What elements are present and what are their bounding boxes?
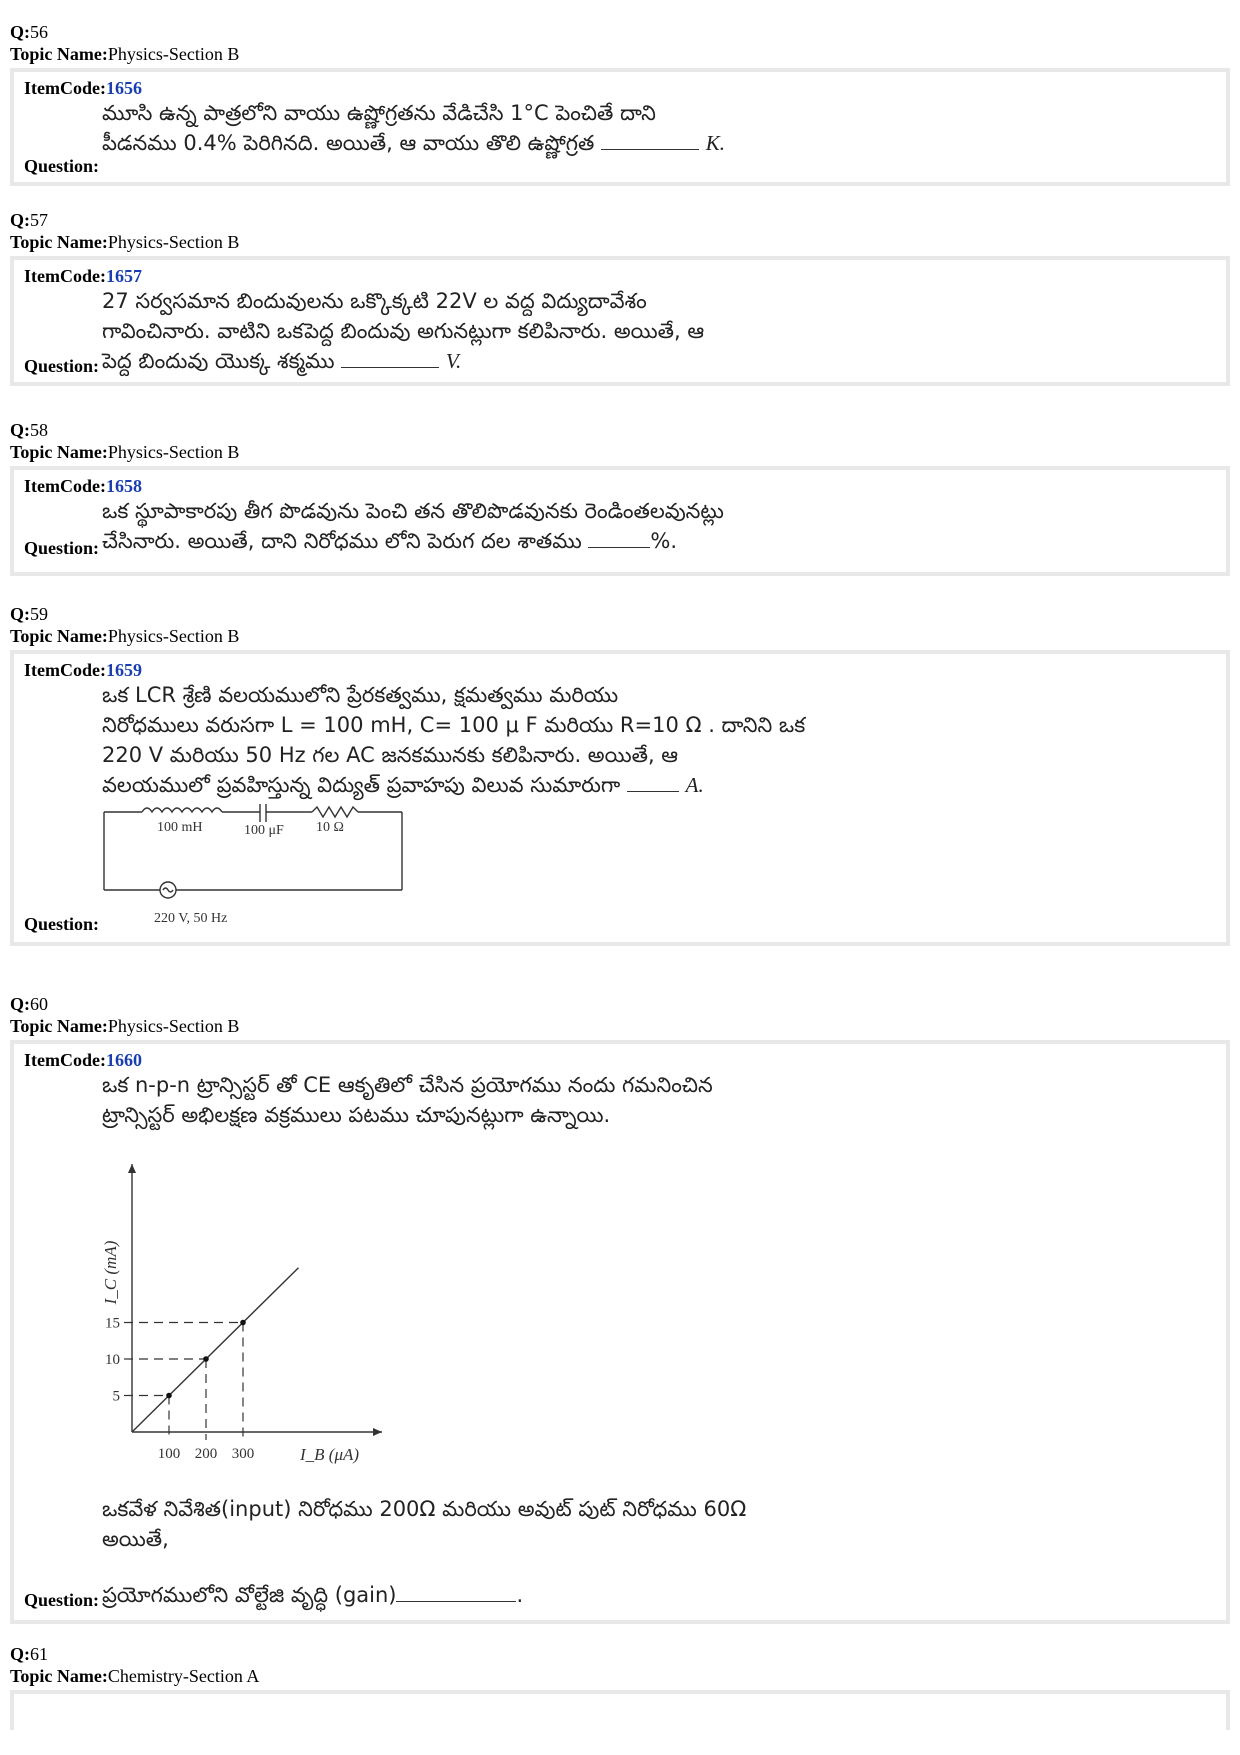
question-box (10, 1690, 1230, 1730)
question-block-58: Q:58 Topic Name:Physics-Section B ItemCode:1658 ఒక స్థూపాకారపు తీగ పొడవును పెంచి తన తొలిపొడవునకు రెండింతలవునట్లు చేసినారు. అయితే, దాని నిరోధము లోని పెరుగ దల శాతము %. Question: (10, 420, 1230, 576)
question-label: Question: (24, 156, 100, 176)
question-number: 56 (30, 22, 48, 42)
topic-name: Physics-Section B (107, 442, 240, 462)
question-number: 59 (30, 604, 48, 624)
item-code-value: 1658 (105, 476, 142, 496)
question-text: ఒక LCR శ్రేణి వలయములోని ప్రేరకత్వము, క్షమత్వము మరియు నిరోధములు వరుసగా L = 100 mH, C= 100 μ F మరియు R=10 Ω . దానిని ఒక 220 V మరియు 50 Hz గల AC జనకమునకు కలిపినారు. అయితే, ఆ వలయములో ప్రవహిస్తున్న విద్యుత్ ప్రవాహపు విలువ సుమారుగా A. (102, 683, 806, 797)
topic-name: Chemistry-Section A (107, 1666, 260, 1686)
question-text: ఒక n-p-n ట్రాన్సిస్టర్ తో CE ఆకృతిలో చేసిన ప్రయోగము నందు గమనించిన ట్రాన్సిస్టర్ అభిలక్షణ వక్రములు పటము చూపునట్లుగా ఉన్నాయి. (102, 1073, 713, 1127)
item-code: ItemCode:1659 (24, 660, 142, 680)
question-number: 57 (30, 210, 48, 230)
question-box (10, 256, 1230, 386)
question-text-after: ఒకవేళ నివేశిత(input) నిరోధము 200Ω మరియు అవుట్ పుట్ నిరోధము 60Ω అయితే, (102, 1497, 747, 1551)
question-number: 58 (30, 420, 48, 440)
inductor-label: 100 mH (157, 820, 203, 835)
question-block-61: Q:61 Topic Name:Chemistry-Section A (10, 1644, 1230, 1730)
question-label: Question: (24, 538, 100, 558)
q-label: Q: (10, 22, 30, 42)
question-box (10, 1040, 1230, 1624)
question-text: మూసి ఉన్న పాత్రలోని వాయు ఉష్ణోగ్రతను వేడిచేసి 1°C పెంచితే దాని పీడనము 0.4% పెరిగినది. అయితే, ఆ వాయు తొలి ఉష్ణోగ్రత K. (102, 101, 726, 155)
topic-name: Physics-Section B (107, 1016, 240, 1036)
inductor-coil (142, 808, 222, 812)
question-box (10, 466, 1230, 576)
y-axis-label: I_C (mA) (101, 1240, 120, 1305)
item-code-value: 1660 (105, 1050, 142, 1070)
item-code: ItemCode:1656 (24, 78, 142, 98)
data-point (166, 1393, 172, 1399)
answer-blank (341, 349, 439, 368)
item-code-value: 1656 (105, 78, 142, 98)
topic-name: Physics-Section B (107, 44, 240, 64)
transistor-characteristic-graph (94, 1154, 454, 1484)
item-code: ItemCode:1657 (24, 266, 142, 286)
question-text: ఒక స్థూపాకారపు తీగ పొడవును పెంచి తన తొలిపొడవునకు రెండింతలవునట్లు చేసినారు. అయితే, దాని నిరోధము లోని పెరుగ దల శాతము %. (102, 499, 724, 553)
resistor-zigzag (312, 807, 358, 817)
question-box (10, 68, 1230, 186)
data-point (240, 1320, 246, 1326)
x-tick-label: 200 (194, 1446, 218, 1462)
question-label: Question: (24, 914, 100, 934)
item-code-value: 1657 (105, 266, 142, 286)
topic-name: Physics-Section B (107, 626, 240, 646)
resistor-label: 10 Ω (316, 820, 344, 835)
data-point (203, 1356, 209, 1362)
characteristic-line (132, 1268, 299, 1432)
answer-blank (396, 1583, 516, 1602)
y-tick-label: 10 (105, 1352, 120, 1368)
topic-label: Topic Name: (10, 44, 108, 64)
question-number: 60 (30, 994, 48, 1014)
lcr-circuit-diagram (102, 804, 422, 934)
x-axis-label: I_B (μA) (300, 1445, 360, 1464)
question-block-59: Q:59 Topic Name:Physics-Section B ItemCode:1659 ఒక LCR శ్రేణి వలయములోని ప్రేరకత్వము, క్షమత్వము మరియు నిరోధములు వరుసగా L = 100 mH, C= 100 μ F మరియు R=10 Ω . దానిని ఒక 220 V మరియు 50 Hz గల AC జనకమునకు కలిపినారు. అయితే, ఆ వలయములో ప్రవహిస్తున్న విద్యుత్ ప్రవాహపు విలువ సుమారుగా A. 100 mH 100 μF 10 Ω 220 V, 50 Hz Question: (10, 604, 1230, 946)
question-block-57: Q:57 Topic Name:Physics-Section B ItemCode:1657 27 సర్వసమాన బిందువులను ఒక్కొక్కటి 22V ల వద్ద విద్యుదావేశం గావించినారు. వాటిని ఒకపెద్ద బిందువు అగునట్లుగా కలిపినారు. అయితే, ఆ పెద్ద బిందువు యొక్క శక్మము V. Question: (10, 210, 1230, 386)
y-tick-label: 5 (112, 1388, 120, 1405)
question-box (10, 650, 1230, 946)
question-block-56 (10, 22, 1230, 186)
question-block-60: Q:60 Topic Name:Physics-Section B ItemCode:1660 ఒక n-p-n ట్రాన్సిస్టర్ తో CE ఆకృతిలో చేసిన ప్రయోగము నందు గమనించిన ట్రాన్సిస్టర్ అభిలక్షణ వక్రములు పటము చూపునట్లుగా ఉన్నాయి. 100 5 200 10 300 15 I_B (μA) I_C (mA) ఒకవేళ నివేశిత(input) నిరోధము 200Ω మరియు అవుట్ పుట్ నిరోధము 60Ω అయితే, ప్రయోగములోని వోల్టేజి వృద్ధి (gain) . Question: (10, 994, 1230, 1624)
topic-name: Physics-Section B (107, 232, 240, 252)
source-label: 220 V, 50 Hz (154, 911, 228, 926)
question-label: Question: (24, 356, 100, 376)
x-tick-label: 100 (157, 1446, 181, 1462)
question-number: 61 (30, 1644, 48, 1664)
question-text-last: ప్రయోగములోని వోల్టేజి వృద్ధి (gain) . (102, 1583, 524, 1607)
item-code-value: 1659 (105, 660, 142, 680)
y-axis-arrow (128, 1164, 136, 1173)
item-code: ItemCode:1658 (24, 476, 142, 496)
x-tick-label: 300 (231, 1446, 255, 1462)
capacitor-label: 100 μF (244, 823, 284, 838)
question-text: 27 సర్వసమాన బిందువులను ఒక్కొక్కటి 22V ల వద్ద విద్యుదావేశం గావించినారు. వాటిని ఒకపెద్ద బిందువు అగునట్లుగా కలిపినారు. అయితే, ఆ పెద్ద బిందువు యొక్క శక్మము V. (102, 289, 705, 373)
y-tick-label: 15 (105, 1315, 120, 1332)
answer-blank (588, 529, 650, 548)
x-axis-arrow (373, 1428, 382, 1436)
question-label: Question: (24, 1590, 100, 1610)
answer-blank (627, 773, 679, 792)
item-code: ItemCode:1660 (24, 1050, 142, 1070)
answer-blank (601, 131, 699, 150)
